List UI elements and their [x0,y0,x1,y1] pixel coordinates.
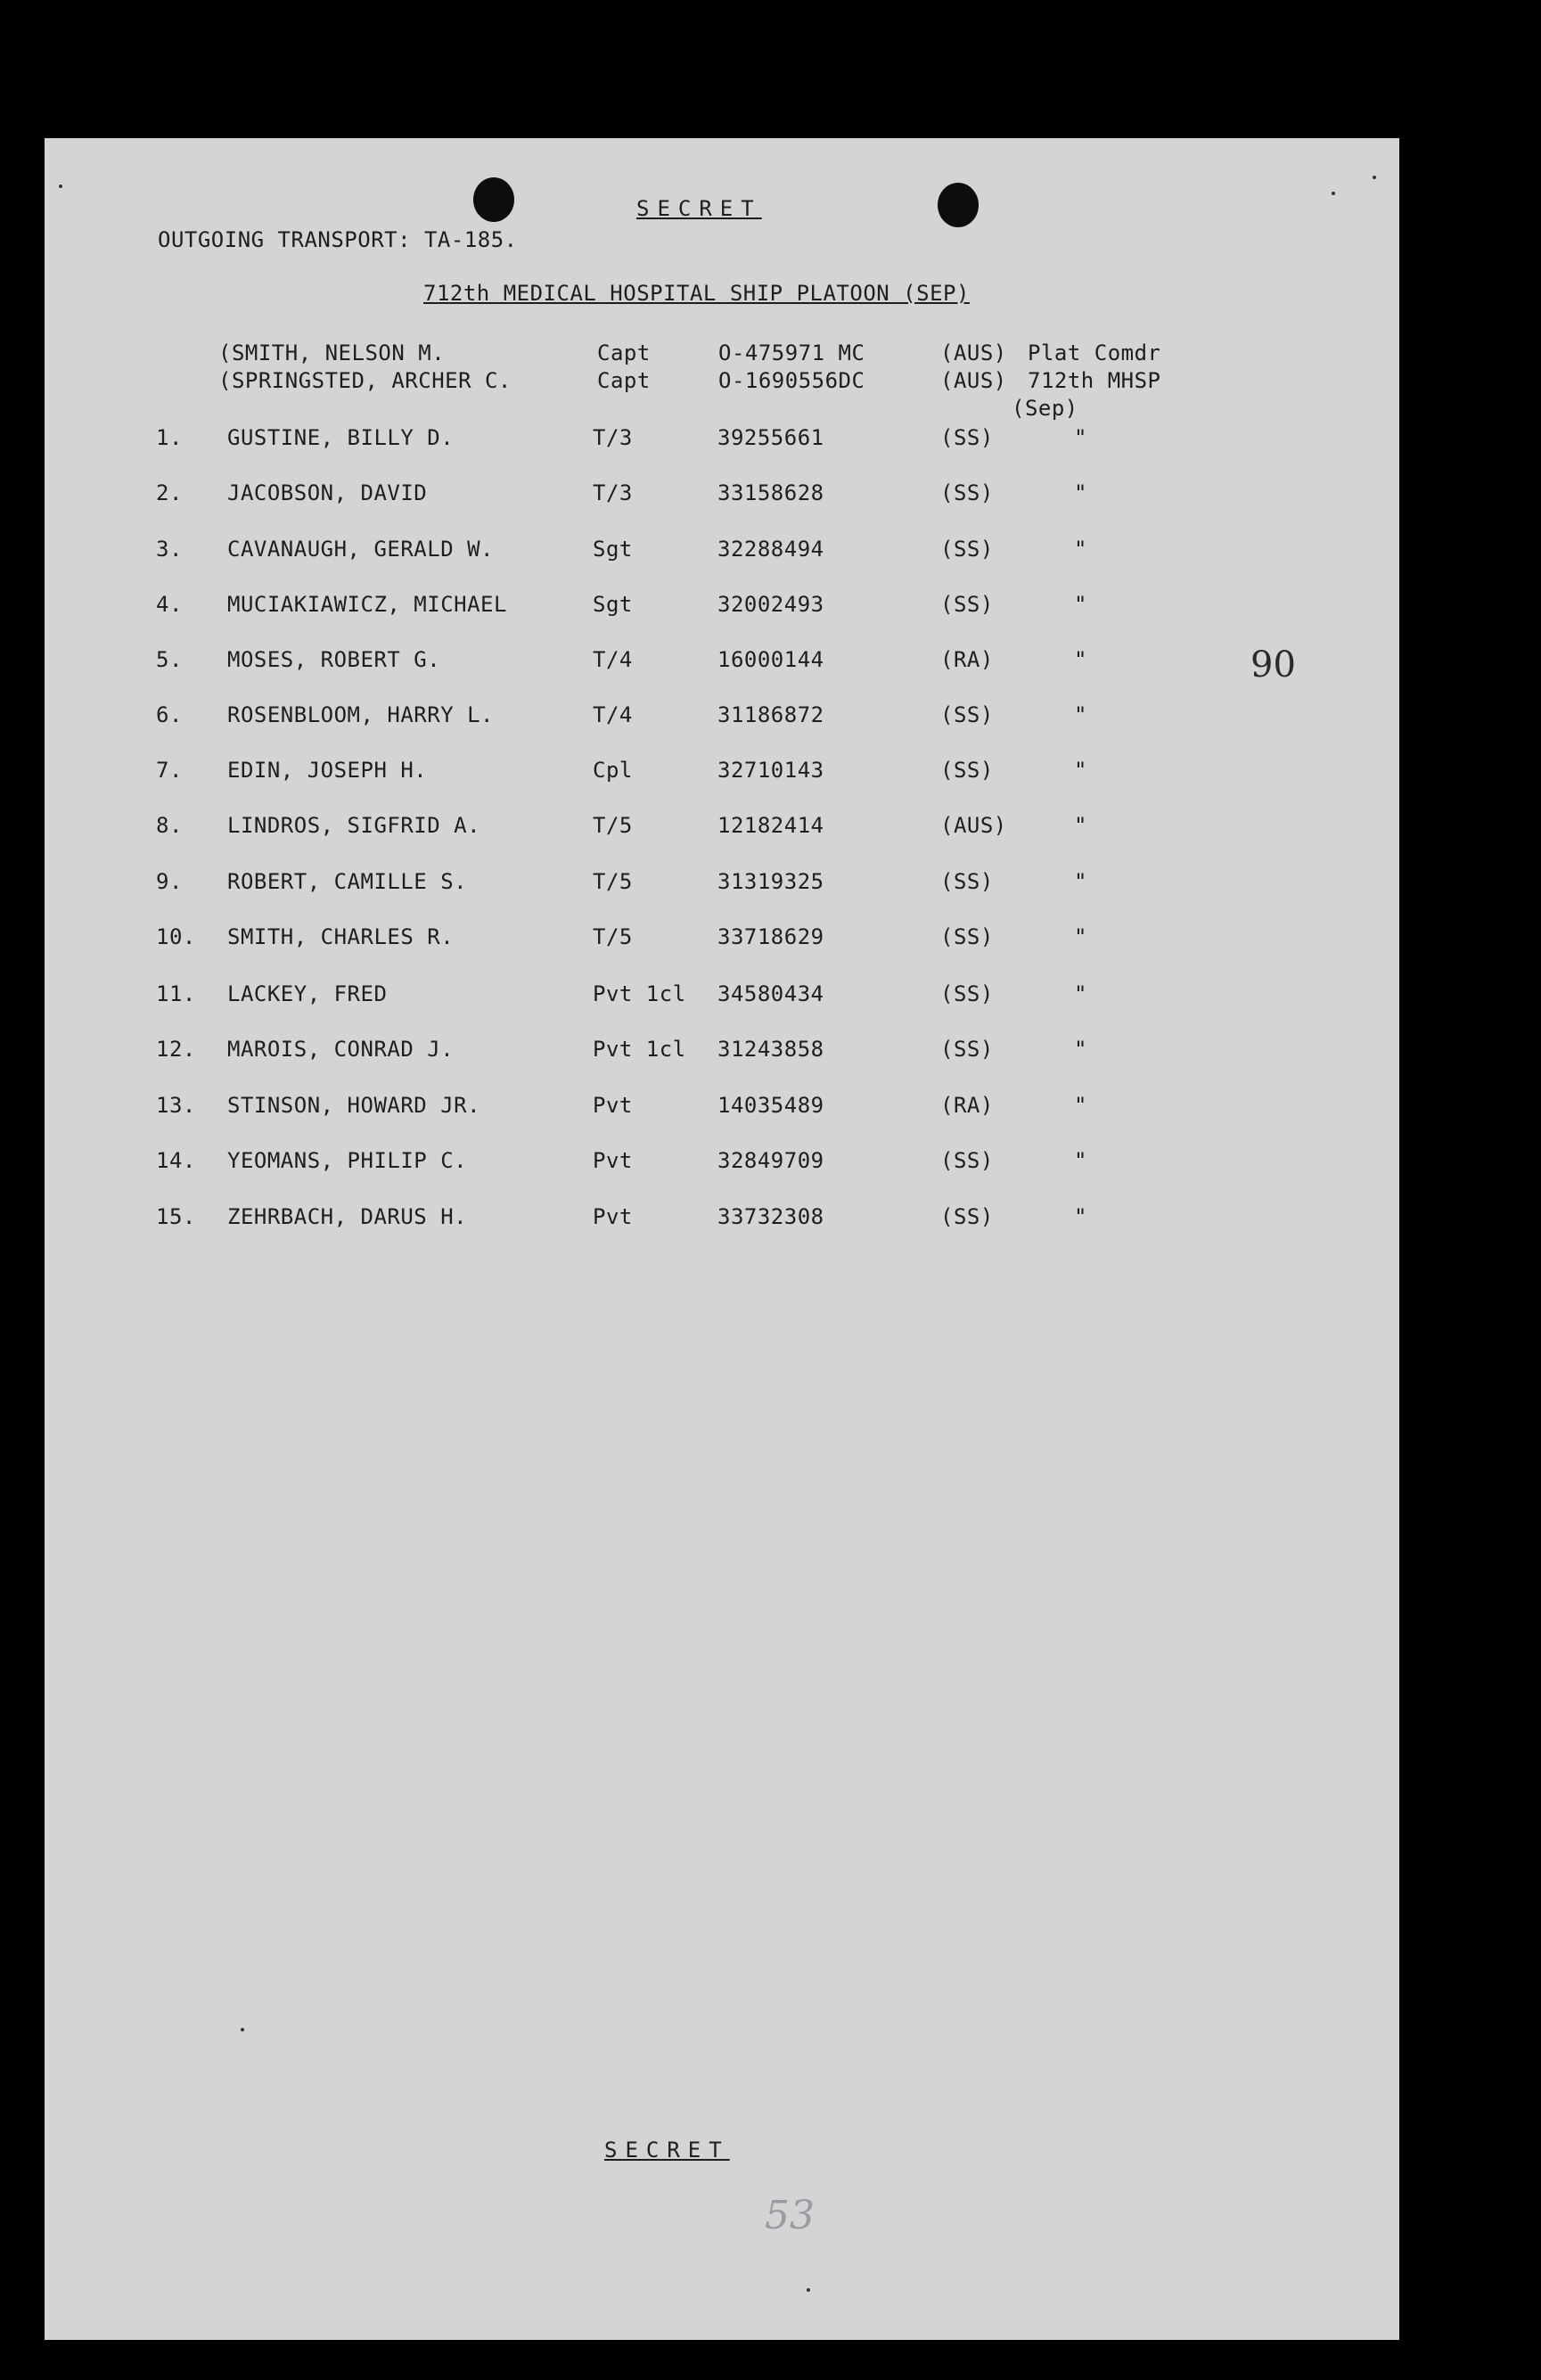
roster-ditto: " [1074,1204,1087,1229]
roster-serial: 39255661 [717,425,824,450]
officer-serial: O-475971 MC [718,341,865,365]
officer-note: Plat Comdr [1028,341,1161,365]
officer-serial: O-1690556DC [718,368,865,393]
roster-serial: 12182414 [717,813,824,838]
roster-serial: 33732308 [717,1204,824,1229]
roster-row [45,1093,1399,1128]
punch-hole-left [473,177,514,222]
roster-ditto: " [1074,1037,1087,1062]
roster-number: 9. [156,869,183,894]
roster-row [45,981,1399,1017]
roster-name: ROBERT, CAMILLE S. [227,869,468,894]
roster-number: 4. [156,592,183,617]
roster-row [45,758,1399,793]
roster-serial: 33158628 [717,480,824,505]
roster-row [45,1037,1399,1072]
roster-number: 2. [156,480,183,505]
roster-serial: 31186872 [717,702,824,727]
roster-rank: Pvt [593,1093,633,1118]
roster-serial: 14035489 [717,1093,824,1118]
roster-name: STINSON, HOWARD JR. [227,1093,481,1118]
roster-component: (RA) [940,647,994,672]
roster-rank: Sgt [593,592,633,617]
roster-number: 11. [156,981,196,1006]
roster-serial: 33718629 [717,924,824,949]
speck [807,2288,810,2292]
roster-ditto: " [1074,869,1087,894]
roster-row [45,869,1399,905]
roster-component: (SS) [940,592,994,617]
classification-bottom: SECRET [604,2138,730,2163]
roster-serial: 32002493 [717,592,824,617]
roster-row [45,1204,1399,1240]
roster-component: (SS) [940,1204,994,1229]
officer-rank: Capt [597,368,651,393]
roster-serial: 32288494 [717,537,824,562]
roster-rank: T/5 [593,869,633,894]
officer-name: (SPRINGSTED, ARCHER C. [218,368,512,393]
roster-number: 6. [156,702,183,727]
speck [1373,176,1376,179]
roster-ditto: " [1074,592,1087,617]
roster-ditto: " [1074,537,1087,562]
roster-component: (SS) [940,1037,994,1062]
roster-name: YEOMANS, PHILIP C. [227,1148,468,1173]
roster-rank: T/5 [593,924,633,949]
roster-serial: 31243858 [717,1037,824,1062]
officer-note: 712th MHSP [1028,368,1161,393]
roster-name: MUCIAKIAWICZ, MICHAEL [227,592,507,617]
roster-rank: T/4 [593,702,633,727]
roster-name: LINDROS, SIGFRID A. [227,813,481,838]
roster-ditto: " [1074,480,1087,505]
roster-rank: Cpl [593,758,633,783]
roster-ditto: " [1074,924,1087,949]
pencil-page-number: 53 [765,2193,815,2238]
officer-component: (AUS) [940,341,1007,365]
roster-number: 3. [156,537,183,562]
roster-rank: T/3 [593,425,633,450]
roster-number: 8. [156,813,183,838]
roster-number: 13. [156,1093,196,1118]
roster-row [45,1148,1399,1184]
unit-title: 712th MEDICAL HOSPITAL SHIP PLATOON (SEP) [423,281,970,306]
roster-row [45,592,1399,628]
roster-rank: Pvt 1cl [593,981,686,1006]
roster-name: JACOBSON, DAVID [227,480,428,505]
officer-row [45,368,1399,404]
officer-component: (AUS) [940,368,1007,393]
roster-component: (AUS) [940,813,1007,838]
roster-row [45,425,1399,461]
roster-row [45,480,1399,516]
roster-number: 15. [156,1204,196,1229]
roster-number: 5. [156,647,183,672]
roster-name: GUSTINE, BILLY D. [227,425,455,450]
roster-row [45,924,1399,960]
roster-name: EDIN, JOSEPH H. [227,758,428,783]
roster-row [45,813,1399,849]
roster-ditto: " [1074,1093,1087,1118]
roster-rank: Pvt [593,1148,633,1173]
roster-name: LACKEY, FRED [227,981,388,1006]
roster-serial: 32710143 [717,758,824,783]
roster-component: (SS) [940,480,994,505]
roster-name: ZEHRBACH, DARUS H. [227,1204,468,1229]
officer-name: (SMITH, NELSON M. [218,341,446,365]
roster-rank: T/3 [593,480,633,505]
roster-name: ROSENBLOOM, HARRY L. [227,702,494,727]
officer-note-continuation: (Sep) [1012,396,1078,421]
roster-component: (SS) [940,924,994,949]
roster-component: (SS) [940,425,994,450]
roster-name: CAVANAUGH, GERALD W. [227,537,494,562]
margin-handwritten-number: 90 [1250,644,1296,685]
roster-component: (SS) [940,702,994,727]
roster-component: (SS) [940,758,994,783]
punch-hole-right [938,183,979,227]
roster-row [45,647,1399,683]
roster-name: MOSES, ROBERT G. [227,647,441,672]
roster-serial: 32849709 [717,1148,824,1173]
roster-ditto: " [1074,758,1087,783]
roster-serial: 16000144 [717,647,824,672]
roster-ditto: " [1074,813,1087,838]
classification-top: SECRET [636,196,762,221]
roster-number: 12. [156,1037,196,1062]
roster-name: MAROIS, CONRAD J. [227,1037,455,1062]
roster-ditto: " [1074,702,1087,727]
roster-serial: 31319325 [717,869,824,894]
officer-rank: Capt [597,341,651,365]
roster-component: (SS) [940,869,994,894]
roster-serial: 34580434 [717,981,824,1006]
speck [59,185,62,188]
transport-line: OUTGOING TRANSPORT: TA-185. [158,227,518,252]
roster-name: SMITH, CHARLES R. [227,924,455,949]
document-page [45,138,1399,2340]
roster-row [45,537,1399,572]
roster-rank: T/5 [593,813,633,838]
roster-ditto: " [1074,425,1087,450]
roster-number: 14. [156,1148,196,1173]
roster-row [45,702,1399,738]
roster-rank: Pvt [593,1204,633,1229]
roster-number: 1. [156,425,183,450]
roster-ditto: " [1074,981,1087,1006]
roster-component: (SS) [940,1148,994,1173]
roster-component: (RA) [940,1093,994,1118]
roster-number: 10. [156,924,196,949]
speck [1332,192,1335,195]
roster-rank: Pvt 1cl [593,1037,686,1062]
roster-rank: Sgt [593,537,633,562]
roster-number: 7. [156,758,183,783]
speck [241,2028,244,2031]
roster-component: (SS) [940,981,994,1006]
roster-ditto: " [1074,1148,1087,1173]
roster-rank: T/4 [593,647,633,672]
roster-ditto: " [1074,647,1087,672]
roster-component: (SS) [940,537,994,562]
